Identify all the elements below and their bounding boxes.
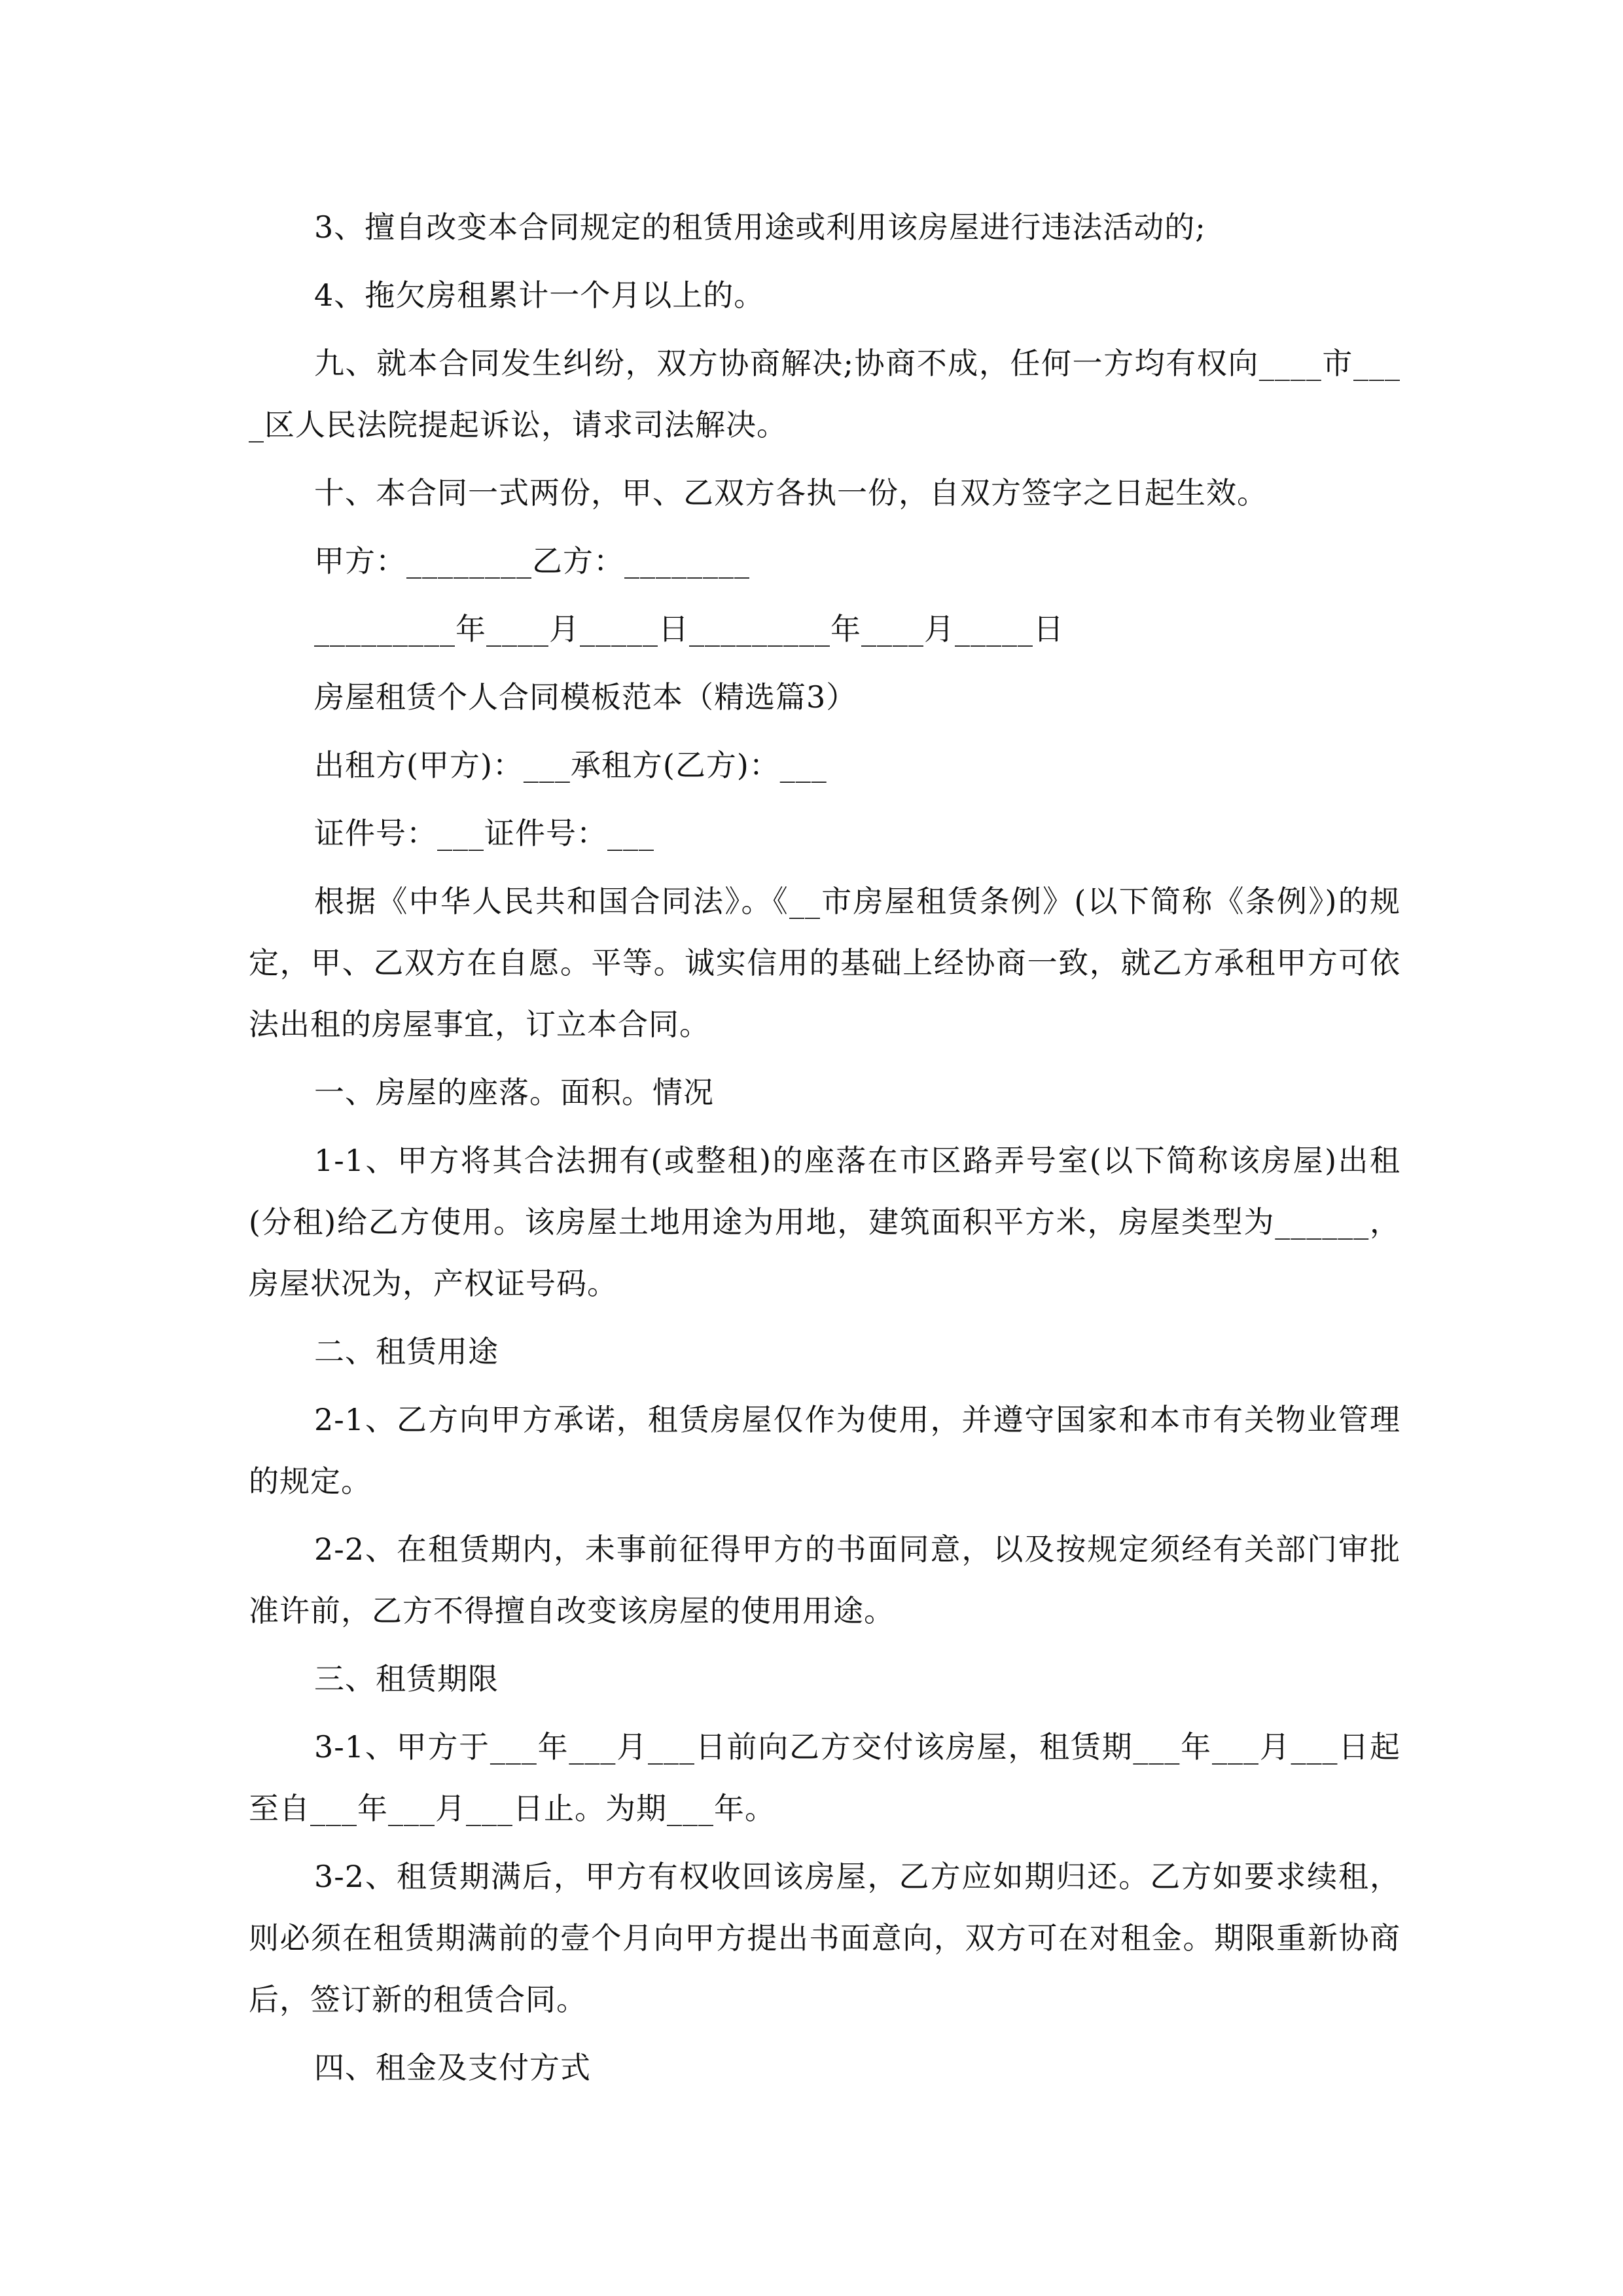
clause-paragraph: 2-2、在租赁期内，未事前征得甲方的书面同意，以及按规定须经有关部门审批准许前，乙方不得擅自改变该房屋的使用用途。 <box>249 1532 1400 1628</box>
signature-line: 甲方：________乙方：________ <box>314 543 750 579</box>
clause-heading: 二、租赁用途 <box>314 1334 499 1369</box>
document-body <box>249 196 1400 2105</box>
clause-heading: 四、租金及支付方式 <box>314 2050 591 2085</box>
clause-paragraph: 1-1、甲方将其合法拥有(或整租)的座落在市区路弄号室(以下简称该房屋)出租(分租)给乙方使用。该房屋土地用途为用地，建筑面积平方米，房屋类型为______，房屋状况为，产权证号码。 <box>249 1143 1400 1301</box>
clause-paragraph: 2-1、乙方向甲方承诺，租赁房屋仅作为使用，并遵守国家和本市有关物业管理的规定。 <box>249 1402 1400 1499</box>
clause-paragraph: 3-1、甲方于___年___月___日前向乙方交付该房屋，租赁期___年___月___日起至自___年___月___日止。为期___年。 <box>249 1729 1400 1826</box>
preamble-paragraph: 根据《中华人民共和国合同法》。《__市房屋租赁条例》(以下简称《条例》)的规定，甲、乙双方在自愿。平等。诚实信用的基础上经协商一致，就乙方承租甲方可依法出租的房屋事宜，订立本合同。 <box>249 884 1400 1042</box>
clause-paragraph: 4、拖欠房租累计一个月以上的。 <box>314 278 765 313</box>
clause-paragraph: 十、本合同一式两份，甲、乙双方各执一份，自双方签字之日起生效。 <box>314 475 1268 511</box>
clause-paragraph: 3-2、租赁期满后，甲方有权收回该房屋，乙方应如期归还。乙方如要求续租，则必须在租赁期满前的壹个月向甲方提出书面意向，双方可在对租金。期限重新协商后，签订新的租赁合同。 <box>249 1859 1400 2017</box>
section-title: 房屋租赁个人合同模板范本（精选篇3） <box>314 679 857 715</box>
party-line: 出租方(甲方)：___承租方(乙方)：___ <box>314 747 827 783</box>
clause-paragraph: 3、擅自改变本合同规定的租赁用途或利用该房屋进行违法活动的; <box>314 209 1206 245</box>
date-line: _________年____月_____日_________年____月_____日 <box>314 611 1064 647</box>
clause-heading: 三、租赁期限 <box>314 1661 499 1696</box>
clause-paragraph: 九、就本合同发生纠纷，双方协商解决;协商不成，任何一方均有权向____市____区人民法院提起诉讼，请求司法解决。 <box>249 346 1400 442</box>
clause-heading: 一、房屋的座落。面积。情况 <box>314 1075 714 1110</box>
id-line: 证件号：___证件号：___ <box>314 816 654 851</box>
